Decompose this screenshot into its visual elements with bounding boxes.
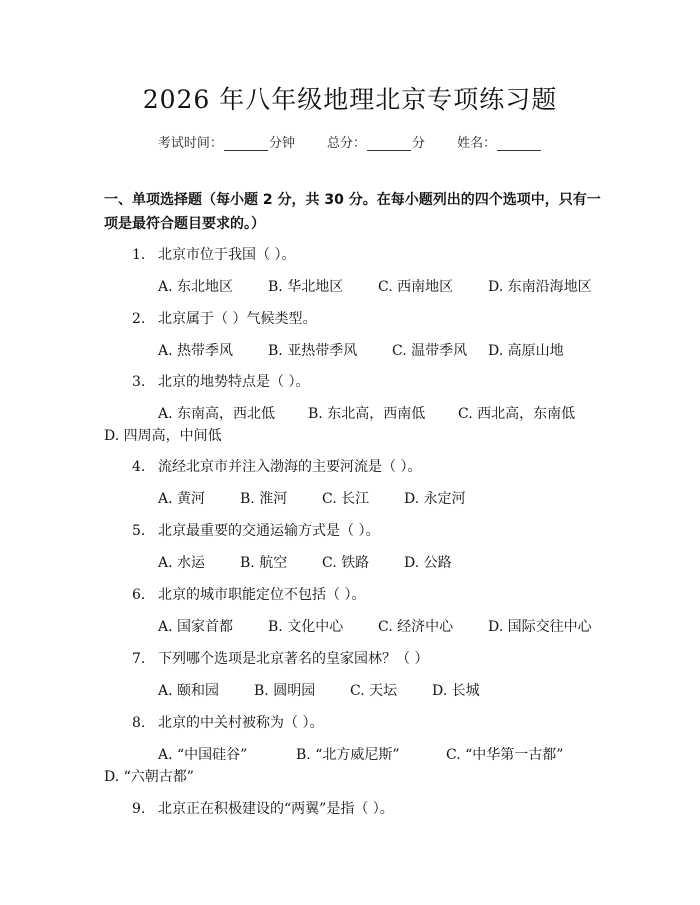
- question-7-options: [158, 680, 480, 700]
- question-1: [132, 244, 295, 264]
- question-text: 北京最重要的交通运输方式是（ ）。: [158, 523, 380, 539]
- option-b: B. 圆明园: [254, 683, 316, 699]
- question-text: 北京属于（ ）气候类型。: [158, 311, 317, 327]
- option-a: A. 热带季风: [158, 343, 234, 359]
- question-text: 下列哪个选项是北京著名的皇家园林？（ ）: [158, 651, 429, 667]
- question-text: 北京的城市职能定位不包括（ ）。: [158, 587, 366, 603]
- question-4: [132, 456, 421, 476]
- option-a: A. 颐和园: [158, 683, 220, 699]
- option-a: A. 水运: [158, 555, 206, 571]
- question-3: [132, 371, 309, 391]
- question-3-option-d-line: [104, 425, 222, 445]
- option-a: A. 国家首都: [158, 619, 234, 635]
- total-score-unit: 分: [412, 136, 426, 151]
- question-text: 北京的地势特点是（ ）。: [158, 374, 310, 390]
- question-6-options: [158, 616, 592, 636]
- option-b: B. 淮河: [240, 491, 288, 507]
- option-c: C. “中华第一古都”: [446, 747, 564, 763]
- question-2: [132, 308, 316, 328]
- option-d: D. 长城: [432, 683, 480, 699]
- question-8-option-d-line: [104, 766, 194, 786]
- option-a: A. 东南高，西北低: [158, 406, 276, 422]
- total-score-blank[interactable]: [367, 136, 411, 151]
- question-number: 3.: [132, 374, 146, 390]
- option-d: D. “六朝古都”: [104, 769, 194, 785]
- question-4-options: [158, 488, 466, 508]
- question-1-options: [158, 276, 592, 296]
- section-heading: 一、单项选择题（每小题 2 分，共 30 分。在每小题列出的四个选项中，只有一项是最符合题目要求的。）: [104, 192, 601, 232]
- total-score-field: [327, 136, 429, 151]
- question-5: [132, 520, 379, 540]
- page-title: 2026 年八年级地理北京专项练习题: [142, 85, 558, 114]
- question-number: 2.: [132, 311, 146, 327]
- student-name-blank[interactable]: [497, 136, 541, 151]
- option-d: D. 国际交往中心: [488, 619, 592, 635]
- question-3-options: [158, 403, 575, 423]
- question-text: 北京的中关村被称为（ ）。: [158, 715, 324, 731]
- question-text: 流经北京市并注入渤海的主要河流是（ ）。: [158, 459, 422, 475]
- question-8: [132, 712, 323, 732]
- question-number: 1.: [132, 247, 146, 263]
- exam-time-blank[interactable]: [224, 136, 268, 151]
- exam-time-field: [158, 136, 299, 151]
- option-c: C. 长江: [322, 491, 370, 507]
- question-number: 6.: [132, 587, 146, 603]
- option-a: A. “中国硅谷”: [158, 747, 248, 763]
- option-d: D. 四周高，中间低: [104, 428, 222, 444]
- question-number: 5.: [132, 523, 146, 539]
- student-name-label: 姓名：: [457, 136, 497, 151]
- option-b: B. 华北地区: [268, 279, 344, 295]
- question-number: 9.: [132, 801, 146, 817]
- option-c: C. 铁路: [322, 555, 370, 571]
- total-score-label: 总分：: [326, 136, 366, 151]
- option-d: D. 公路: [404, 555, 452, 571]
- question-5-options: [158, 552, 452, 572]
- exam-time-unit: 分钟: [268, 136, 295, 151]
- question-2-options: [158, 340, 564, 360]
- question-6: [132, 584, 365, 604]
- question-number: 4.: [132, 459, 146, 475]
- question-text: 北京市位于我国（ ）。: [158, 247, 296, 263]
- exam-info-line: [0, 132, 700, 151]
- option-c: C. 西南地区: [378, 279, 454, 295]
- question-text: 北京正在积极建设的“两翼”是指（ ）。: [158, 801, 394, 817]
- option-a: A. 黄河: [158, 491, 206, 507]
- option-b: B. 文化中心: [268, 619, 344, 635]
- option-a: A. 东北地区: [158, 279, 234, 295]
- option-b: B. 航空: [240, 555, 288, 571]
- option-b: B. 亚热带季风: [268, 343, 358, 359]
- question-9: [132, 798, 394, 818]
- option-b: B. 东北高，西南低: [308, 406, 426, 422]
- option-d: D. 东南沿海地区: [488, 279, 592, 295]
- exam-time-label: 考试时间：: [157, 136, 223, 151]
- option-c: C. 西北高，东南低: [458, 406, 576, 422]
- option-d: D. 永定河: [404, 491, 466, 507]
- option-d: D. 高原山地: [488, 343, 564, 359]
- question-number: 7.: [132, 651, 146, 667]
- option-c: C. 温带季风: [392, 343, 468, 359]
- option-b: B. “北方威尼斯”: [296, 747, 400, 763]
- question-7: [132, 648, 428, 668]
- question-8-options: [158, 744, 563, 764]
- question-number: 8.: [132, 715, 146, 731]
- option-c: C. 天坛: [350, 683, 398, 699]
- student-name-field: [457, 136, 542, 151]
- option-c: C. 经济中心: [378, 619, 454, 635]
